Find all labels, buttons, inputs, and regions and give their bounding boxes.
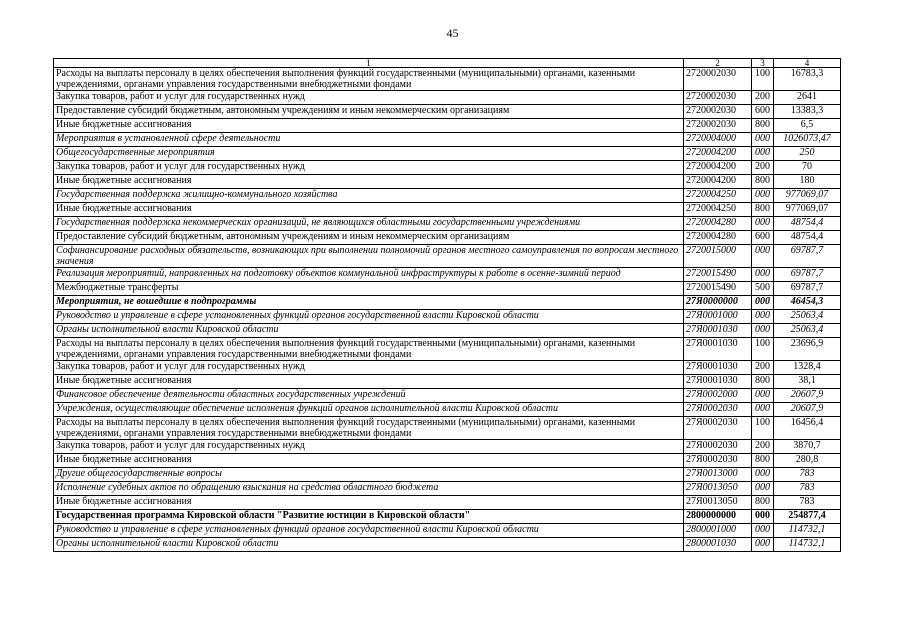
row-code-cell: 27Я0013050: [684, 496, 752, 510]
row-name-cell: Финансовое обеспечение деятельности областных государственных учреждений: [54, 389, 684, 403]
table-row: [54, 510, 841, 524]
table-row: [54, 417, 841, 440]
table-row: [54, 119, 841, 133]
row-amount-cell: 38,1: [774, 375, 841, 389]
table-row: [54, 496, 841, 510]
row-code-cell: 2720002030: [684, 105, 752, 119]
row-amount-cell: 70: [774, 161, 841, 175]
row-amount-cell: 280,8: [774, 454, 841, 468]
row-code-cell: 27Я0002030: [684, 454, 752, 468]
table-row: [54, 175, 841, 189]
table-row: [54, 203, 841, 217]
row-type-cell: 100: [752, 338, 774, 361]
row-code-cell: 27Я0002030: [684, 440, 752, 454]
table-row: [54, 268, 841, 282]
table-row: [54, 310, 841, 324]
row-code-cell: 2720015000: [684, 245, 752, 268]
row-amount-cell: 25063,4: [774, 310, 841, 324]
row-type-cell: 000: [752, 296, 774, 310]
row-code-cell: 2720002030: [684, 119, 752, 133]
row-amount-cell: 254877,4: [774, 510, 841, 524]
table-row: [54, 133, 841, 147]
table-row: [54, 68, 841, 91]
row-name-cell: Исполнение судебных актов по обращению взыскания на средства областного бюджета: [54, 482, 684, 496]
table-row: [54, 389, 841, 403]
row-amount-cell: 48754,4: [774, 217, 841, 231]
row-amount-cell: 69787,7: [774, 245, 841, 268]
row-name-cell: Другие общегосударственные вопросы: [54, 468, 684, 482]
row-amount-cell: 783: [774, 482, 841, 496]
row-type-cell: 600: [752, 231, 774, 245]
column-header-amount: 4: [774, 59, 841, 68]
row-code-cell: 2720004280: [684, 231, 752, 245]
row-code-cell: 27Я0000000: [684, 296, 752, 310]
row-code-cell: 27Я0001030: [684, 375, 752, 389]
row-code-cell: 27Я0001030: [684, 361, 752, 375]
row-name-cell: Государственная поддержка некоммерческих организаций, не являющихся областными государственными учреждениями: [54, 217, 684, 231]
row-amount-cell: 180: [774, 175, 841, 189]
row-code-cell: 2720004200: [684, 161, 752, 175]
row-name-cell: Межбюджетные трансферты: [54, 282, 684, 296]
row-code-cell: 2800001030: [684, 538, 752, 552]
row-code-cell: 2720004200: [684, 175, 752, 189]
row-amount-cell: 20607,9: [774, 389, 841, 403]
row-amount-cell: 3870,7: [774, 440, 841, 454]
table-row: [54, 482, 841, 496]
table-row: [54, 217, 841, 231]
row-name-cell: Расходы на выплаты персоналу в целях обеспечения выполнения функций государственными (муниципальными) органами, казенными учреждениями, органами управления государственными внебюджетными фондами: [54, 68, 684, 91]
row-amount-cell: 23696,9: [774, 338, 841, 361]
row-amount-cell: 16456,4: [774, 417, 841, 440]
row-amount-cell: 783: [774, 496, 841, 510]
row-code-cell: 2800000000: [684, 510, 752, 524]
row-name-cell: Предоставление субсидий бюджетным, автономным учреждениям и иным некоммерческим организациям: [54, 231, 684, 245]
row-amount-cell: 46454,3: [774, 296, 841, 310]
table-row: [54, 403, 841, 417]
row-name-cell: Учреждения, осуществляющие обеспечение исполнения функций органов исполнительной власти Кировской области: [54, 403, 684, 417]
row-type-cell: 000: [752, 133, 774, 147]
row-name-cell: Общегосударственные мероприятия: [54, 147, 684, 161]
row-code-cell: 2720015490: [684, 268, 752, 282]
row-name-cell: Руководство и управление в сфере установленных функций органов государственной власти Кировской области: [54, 524, 684, 538]
table-row: [54, 538, 841, 552]
row-type-cell: 800: [752, 375, 774, 389]
row-amount-cell: 16783,3: [774, 68, 841, 91]
table-row: [54, 161, 841, 175]
row-type-cell: 200: [752, 361, 774, 375]
row-code-cell: 2720004200: [684, 147, 752, 161]
row-code-cell: 27Я0001000: [684, 310, 752, 324]
row-code-cell: 27Я0002030: [684, 417, 752, 440]
table-row: [54, 468, 841, 482]
row-type-cell: 000: [752, 324, 774, 338]
table-row: [54, 282, 841, 296]
row-amount-cell: 13383,3: [774, 105, 841, 119]
table-row: [54, 375, 841, 389]
row-amount-cell: 977069,07: [774, 203, 841, 217]
page-number: 45: [446, 26, 459, 40]
row-code-cell: 2800001000: [684, 524, 752, 538]
row-type-cell: 200: [752, 91, 774, 105]
row-type-cell: 800: [752, 454, 774, 468]
table-row: [54, 147, 841, 161]
row-name-cell: Закупка товаров, работ и услуг для государственных нужд: [54, 161, 684, 175]
table-row: [54, 296, 841, 310]
row-amount-cell: 1328,4: [774, 361, 841, 375]
row-type-cell: 000: [752, 482, 774, 496]
row-type-cell: 000: [752, 510, 774, 524]
row-name-cell: Мероприятия в установленной сфере деятельности: [54, 133, 684, 147]
row-name-cell: Закупка товаров, работ и услуг для государственных нужд: [54, 361, 684, 375]
row-name-cell: Государственная программа Кировской области "Развитие юстиции в Кировской области": [54, 510, 684, 524]
row-name-cell: Мероприятия, не вошедшие в подпрограммы: [54, 296, 684, 310]
row-name-cell: Органы исполнительной власти Кировской области: [54, 324, 684, 338]
table-row: [54, 524, 841, 538]
row-name-cell: Руководство и управление в сфере установленных функций органов государственной власти Кировской области: [54, 310, 684, 324]
row-type-cell: 100: [752, 417, 774, 440]
table-row: [54, 245, 841, 268]
row-amount-cell: 114732,1: [774, 524, 841, 538]
row-code-cell: 27Я0013050: [684, 482, 752, 496]
row-amount-cell: 2641: [774, 91, 841, 105]
row-type-cell: 000: [752, 189, 774, 203]
table-row: [54, 440, 841, 454]
row-amount-cell: 114732,1: [774, 538, 841, 552]
row-code-cell: 27Я0002030: [684, 403, 752, 417]
row-amount-cell: 48754,4: [774, 231, 841, 245]
row-name-cell: Закупка товаров, работ и услуг для государственных нужд: [54, 91, 684, 105]
row-code-cell: 2720004280: [684, 217, 752, 231]
row-type-cell: 600: [752, 105, 774, 119]
row-code-cell: 2720015490: [684, 282, 752, 296]
row-amount-cell: 6,5: [774, 119, 841, 133]
row-amount-cell: 25063,4: [774, 324, 841, 338]
row-type-cell: 800: [752, 203, 774, 217]
row-amount-cell: 1026073,47: [774, 133, 841, 147]
row-type-cell: 200: [752, 440, 774, 454]
row-type-cell: 800: [752, 119, 774, 133]
row-type-cell: 800: [752, 496, 774, 510]
table-row: [54, 231, 841, 245]
row-type-cell: 000: [752, 217, 774, 231]
row-amount-cell: 69787,7: [774, 268, 841, 282]
row-type-cell: 000: [752, 538, 774, 552]
table-row: [54, 454, 841, 468]
row-name-cell: Расходы на выплаты персоналу в целях обеспечения выполнения функций государственными (муниципальными) органами, казенными учреждениями, органами управления государственными внебюджетными фондами: [54, 338, 684, 361]
row-type-cell: 000: [752, 147, 774, 161]
row-name-cell: Закупка товаров, работ и услуг для государственных нужд: [54, 440, 684, 454]
row-amount-cell: 783: [774, 468, 841, 482]
row-amount-cell: 250: [774, 147, 841, 161]
row-name-cell: Иные бюджетные ассигнования: [54, 175, 684, 189]
row-type-cell: 100: [752, 68, 774, 91]
row-name-cell: Иные бюджетные ассигнования: [54, 203, 684, 217]
row-type-cell: 000: [752, 524, 774, 538]
budget-table: [53, 58, 841, 552]
row-type-cell: 800: [752, 175, 774, 189]
row-code-cell: 2720002030: [684, 91, 752, 105]
column-header-type: 3: [752, 59, 774, 68]
row-code-cell: 2720002030: [684, 68, 752, 91]
row-type-cell: 000: [752, 245, 774, 268]
row-name-cell: Иные бюджетные ассигнования: [54, 496, 684, 510]
row-amount-cell: 69787,7: [774, 282, 841, 296]
table-row: [54, 361, 841, 375]
table-row: [54, 189, 841, 203]
column-header-code: 2: [684, 59, 752, 68]
row-name-cell: Предоставление субсидий бюджетным, автономным учреждениям и иным некоммерческим организациям: [54, 105, 684, 119]
row-code-cell: 27Я0001030: [684, 324, 752, 338]
row-name-cell: Иные бюджетные ассигнования: [54, 375, 684, 389]
row-name-cell: Расходы на выплаты персоналу в целях обеспечения выполнения функций государственными (муниципальными) органами, казенными учреждениями, органами управления государственными внебюджетными фондами: [54, 417, 684, 440]
row-code-cell: 2720004000: [684, 133, 752, 147]
row-name-cell: Иные бюджетные ассигнования: [54, 119, 684, 133]
row-code-cell: 27Я0002000: [684, 389, 752, 403]
row-type-cell: 000: [752, 403, 774, 417]
row-name-cell: Софинансирование расходных обязательств, возникающих при выполнении полномочий органов местного самоуправления по вопросам местного значения: [54, 245, 684, 268]
column-header-name: 1: [54, 59, 684, 68]
row-code-cell: 2720004250: [684, 189, 752, 203]
row-name-cell: Органы исполнительной власти Кировской области: [54, 538, 684, 552]
row-type-cell: 000: [752, 268, 774, 282]
row-type-cell: 500: [752, 282, 774, 296]
budget-table-body: [54, 59, 841, 552]
row-name-cell: Иные бюджетные ассигнования: [54, 454, 684, 468]
table-row: [54, 105, 841, 119]
row-amount-cell: 977069,07: [774, 189, 841, 203]
row-code-cell: 2720004250: [684, 203, 752, 217]
row-name-cell: Реализация мероприятий, направленных на подготовку объектов коммунальной инфраструктуры к работе в осенне-зимний период: [54, 268, 684, 282]
row-amount-cell: 20607,9: [774, 403, 841, 417]
table-row: [54, 338, 841, 361]
row-type-cell: 000: [752, 468, 774, 482]
row-type-cell: 000: [752, 310, 774, 324]
row-type-cell: 200: [752, 161, 774, 175]
row-type-cell: 000: [752, 389, 774, 403]
row-name-cell: Государственная поддержка жилищно-коммунального хозяйства: [54, 189, 684, 203]
table-row: [54, 91, 841, 105]
table-header-row: [54, 59, 841, 68]
row-code-cell: 27Я0013000: [684, 468, 752, 482]
row-code-cell: 27Я0001030: [684, 338, 752, 361]
table-row: [54, 324, 841, 338]
